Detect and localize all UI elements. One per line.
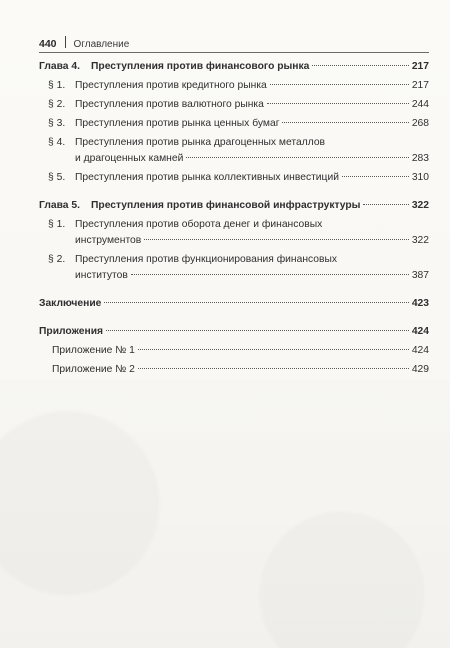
toc-line	[48, 78, 429, 94]
entry-number: § 1.	[48, 80, 66, 91]
header-rule	[39, 52, 429, 53]
entry-title: институтов	[75, 270, 128, 281]
page-reference: 424	[411, 326, 429, 337]
entry-title: Преступления против рынка драгоценных металлов	[75, 137, 326, 148]
toc-line-continuation	[48, 268, 429, 284]
dot-leader	[282, 122, 408, 123]
toc-label	[48, 97, 264, 113]
toc-line-continuation	[48, 151, 429, 167]
toc-line	[39, 198, 429, 214]
toc-label	[39, 324, 103, 340]
toc-line	[52, 362, 429, 378]
entry-number: Глава 4.	[39, 61, 80, 72]
chapter-entry	[39, 324, 429, 340]
page-number: 440	[39, 38, 57, 50]
entry-title: Преступления против финансовой инфраструктуры	[91, 200, 361, 211]
entry-title: Заключение	[39, 298, 102, 309]
dot-leader	[106, 330, 409, 331]
toc-line	[39, 59, 429, 75]
toc-line	[52, 343, 429, 359]
page-reference: 268	[411, 118, 429, 129]
entry-title: Приложение № 1	[52, 345, 135, 356]
section-entry	[39, 252, 429, 284]
dot-leader	[104, 302, 408, 303]
dot-leader	[342, 176, 409, 177]
toc-label	[39, 296, 101, 312]
entry-title: Преступления против функционирования финансовых	[75, 254, 338, 265]
chapter-entry	[39, 296, 429, 312]
toc-line	[39, 324, 429, 340]
dot-leader	[138, 349, 409, 350]
page-reference: 387	[411, 270, 429, 281]
dot-leader	[144, 239, 409, 240]
entry-title: Преступления против рынка коллективных инвестиций	[75, 172, 339, 183]
entry-number: § 4.	[48, 137, 66, 148]
toc-label	[48, 170, 339, 186]
section-entry	[39, 135, 429, 167]
table-of-contents	[39, 59, 429, 378]
section-entry	[39, 170, 429, 186]
toc-label	[39, 59, 309, 75]
section-entry	[39, 78, 429, 94]
toc-line	[48, 217, 429, 233]
toc-line	[48, 116, 429, 132]
toc-line	[39, 296, 429, 312]
page-reference: 244	[411, 99, 429, 110]
page-reference: 217	[411, 61, 429, 72]
running-header	[39, 35, 429, 53]
toc-line-continuation	[48, 233, 429, 249]
page-reference: 322	[411, 200, 429, 211]
page-reference: 424	[411, 345, 429, 356]
dot-leader	[131, 274, 409, 275]
appendix-entry	[39, 362, 429, 378]
entry-title: инструментов	[75, 235, 142, 246]
entry-title: Приложения	[39, 326, 104, 337]
toc-label	[48, 116, 279, 132]
toc-label	[48, 217, 322, 233]
entry-title: Преступления против финансового рынка	[91, 61, 310, 72]
entry-number: § 3.	[48, 118, 66, 129]
dot-leader	[270, 84, 409, 85]
toc-label	[39, 198, 360, 214]
section-title: Оглавление	[73, 39, 130, 50]
dot-leader	[138, 368, 409, 369]
chapter-entry	[39, 198, 429, 214]
dot-leader	[186, 157, 408, 158]
toc-label	[75, 233, 141, 249]
entry-title: Преступления против валютного рынка	[75, 99, 264, 110]
page-reference: 423	[411, 298, 429, 309]
toc-label	[48, 252, 337, 268]
appendix-entry	[39, 343, 429, 359]
paper-bleed-texture	[0, 380, 450, 648]
entry-title: Преступления против рынка ценных бумаг	[75, 118, 280, 129]
section-entry	[39, 97, 429, 113]
entry-title: Преступления против оборота денег и финансовых	[75, 219, 323, 230]
page-reference: 283	[411, 153, 429, 164]
entry-number: § 2.	[48, 254, 66, 265]
entry-title: Преступления против кредитного рынка	[75, 80, 267, 91]
entry-number: § 5.	[48, 172, 66, 183]
dot-leader	[267, 103, 409, 104]
entry-number: § 2.	[48, 99, 66, 110]
dot-leader	[363, 204, 408, 205]
entry-title: Приложение № 2	[52, 364, 135, 375]
toc-line	[48, 135, 429, 151]
toc-line	[48, 170, 429, 186]
chapter-entry	[39, 59, 429, 75]
toc-label	[75, 268, 128, 284]
entry-number: § 1.	[48, 219, 66, 230]
toc-line	[48, 252, 429, 268]
toc-label	[48, 135, 325, 151]
entry-title: и драгоценных камней	[75, 153, 184, 164]
section-entry	[39, 116, 429, 132]
page-reference: 429	[411, 364, 429, 375]
page-reference: 310	[411, 172, 429, 183]
dot-leader	[312, 65, 408, 66]
toc-label	[48, 78, 267, 94]
header-separator	[65, 36, 66, 48]
toc-label	[52, 362, 135, 378]
toc-line	[48, 97, 429, 113]
toc-label	[52, 343, 135, 359]
page-reference: 322	[411, 235, 429, 246]
section-entry	[39, 217, 429, 249]
page-reference: 217	[411, 80, 429, 91]
toc-label	[75, 151, 183, 167]
entry-number: Глава 5.	[39, 200, 80, 211]
